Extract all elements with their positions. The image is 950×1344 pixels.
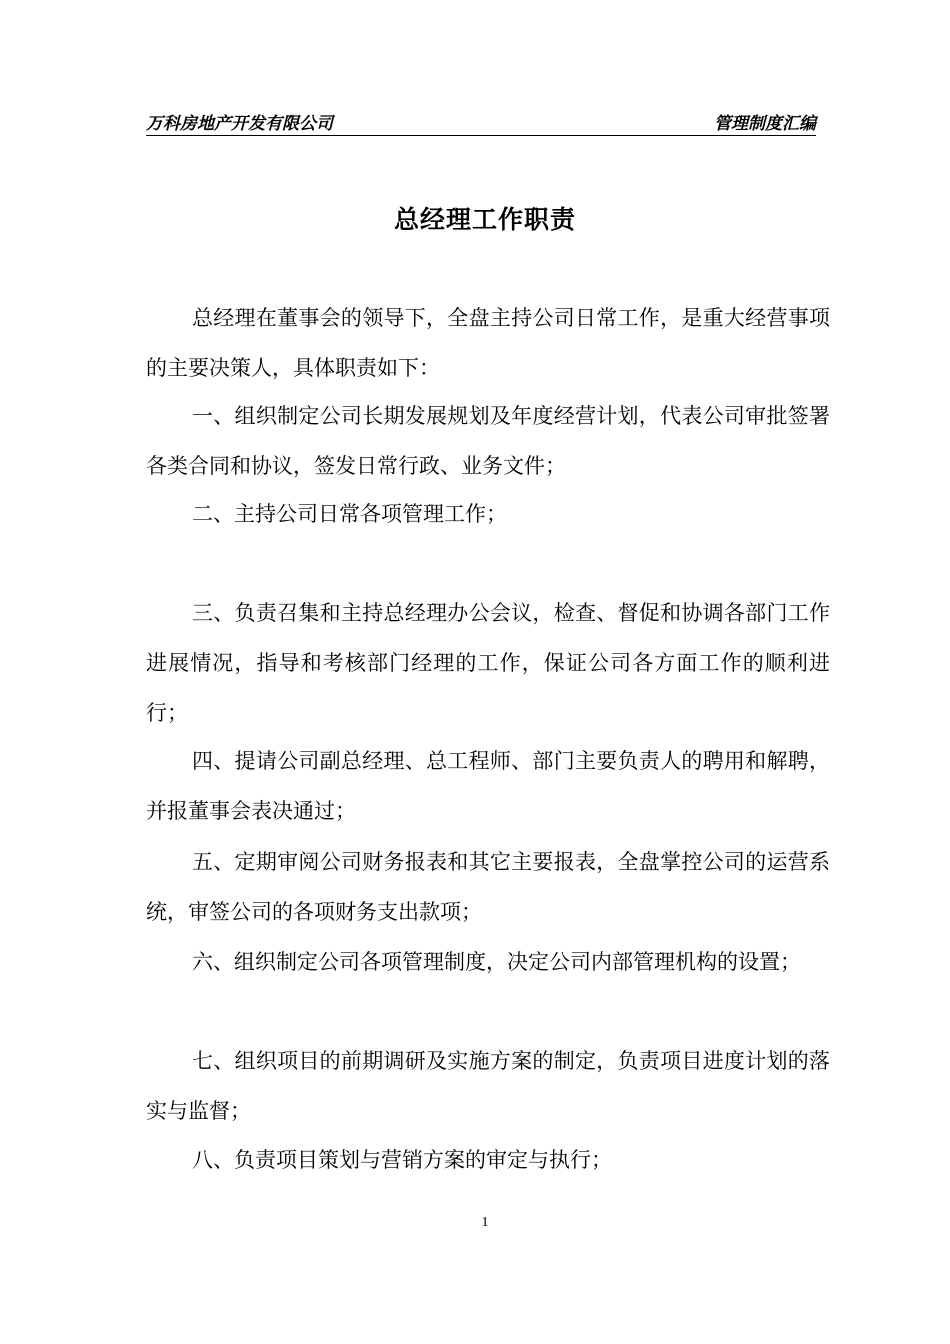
paragraph-item-2: [146, 489, 830, 539]
paragraph-text: 八、负责项目策划与营销方案的审定与执行；: [192, 1148, 612, 1172]
paragraph-item-8: [146, 1135, 830, 1185]
paragraph-text: 六、组织制定公司各项管理制度，决定公司内部管理机构的设置；: [192, 950, 801, 974]
paragraph-item-1: [146, 391, 830, 491]
document-title: 总经理工作职责: [393, 205, 576, 234]
page-number: 1: [481, 1215, 489, 1230]
header-collection-name: 管理制度汇编: [714, 114, 816, 134]
paragraph-text: 一、组织制定公司长期发展规划及年度经营计划，代表公司审批签署各类合同和协议，签发日常行政、业务文件；: [146, 404, 830, 478]
header-company-name: 万科房地产开发有限公司: [146, 114, 333, 134]
paragraph-item-5: [146, 837, 830, 937]
paragraph-text: 五、定期审阅公司财务报表和其它主要报表，全盘掌控公司的运营系统，审签公司的各项财务支出款项；: [146, 850, 830, 924]
paragraph-intro: [146, 293, 830, 393]
paragraph-text: 总经理在董事会的领导下，全盘主持公司日常工作，是重大经营事项的主要决策人，具体职责如下：: [146, 306, 830, 380]
paragraph-item-4: [146, 736, 830, 836]
paragraph-item-6: [146, 937, 830, 987]
header-divider: [146, 135, 816, 136]
paragraph-item-7: [146, 1036, 830, 1136]
paragraph-item-3: [146, 588, 830, 738]
paragraph-text: 二、主持公司日常各项管理工作；: [192, 502, 507, 526]
paragraph-text: 四、提请公司副总经理、总工程师、部门主要负责人的聘用和解聘，并报董事会表决通过；: [146, 749, 830, 823]
paragraph-text: 三、负责召集和主持总经理办公会议，检查、督促和协调各部门工作进展情况，指导和考核部门经理的工作，保证公司各方面工作的顺利进行；: [146, 601, 830, 725]
paragraph-text: 七、组织项目的前期调研及实施方案的制定，负责项目进度计划的落实与监督；: [146, 1049, 830, 1123]
